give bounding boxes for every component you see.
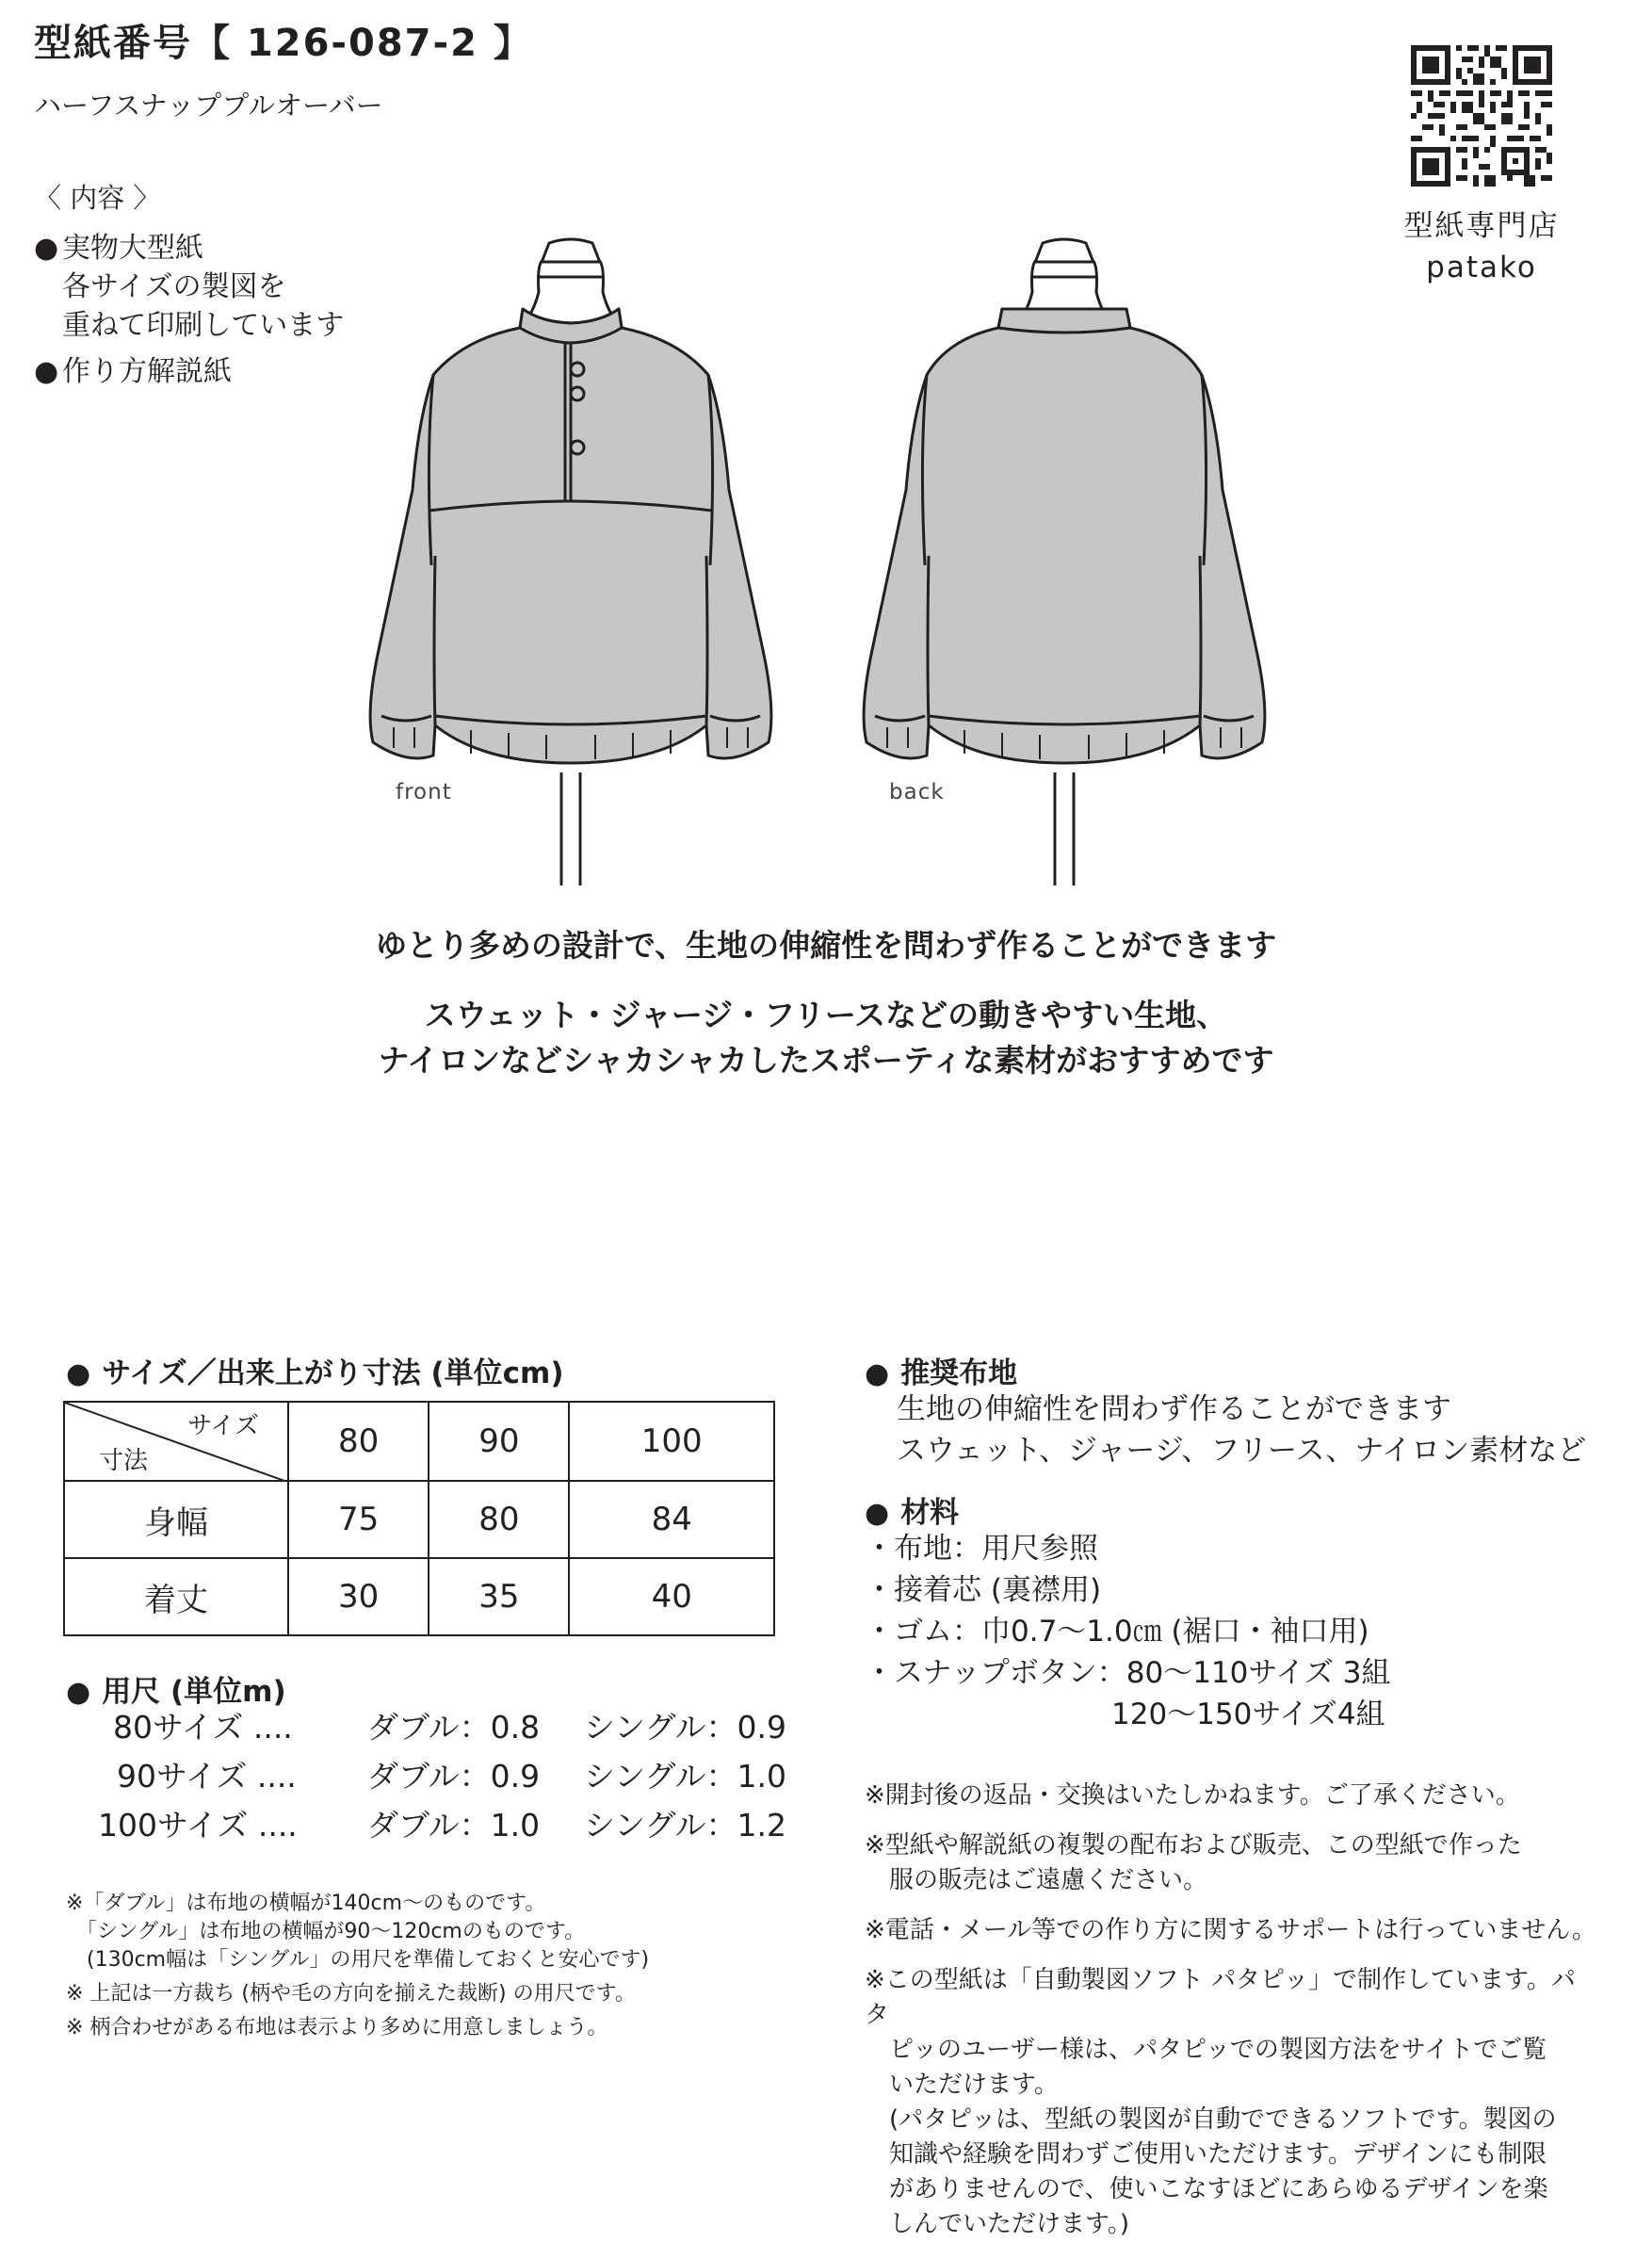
yardage-row — [117, 1752, 786, 1801]
notice-line: ピッのユーザー様は、パタピッでの製図方法をサイトでご覧 — [865, 2036, 1547, 2064]
fabric-line: 生地の伸縮性を問わず作ることができます — [897, 1392, 1451, 1426]
yardage-single: シングル：0.9 — [584, 1709, 787, 1746]
yardage-size: 90サイズ .... — [117, 1758, 297, 1795]
pattern-number-title: 型紙番号【 126-087-2 】 — [34, 22, 533, 65]
bullet-icon: ● — [66, 1357, 91, 1390]
shop-name-line2: patako — [1426, 251, 1537, 284]
yardage-row — [113, 1703, 786, 1752]
notice-line: ※型紙や解説紙の複製の配布および販売、この型紙で作った — [865, 1831, 1522, 1860]
contents-line: 重ねて印刷しています — [62, 309, 345, 342]
size-table-heading — [66, 1349, 564, 1391]
yardage-row — [98, 1801, 786, 1850]
table-cell: 40 — [569, 1558, 774, 1635]
bullet-icon: ● — [34, 232, 59, 265]
material-item: ・布地：用尺参照 — [865, 1532, 1098, 1566]
notice-line: ※電話・メール等での作り方に関するサポートは行っていません。 — [865, 1916, 1596, 1944]
yardage-heading-text: 用尺 (単位m) — [102, 1675, 286, 1709]
shop-name-line1: 型紙専門店 — [1403, 209, 1560, 243]
yardage-size: 80サイズ .... — [113, 1709, 293, 1746]
material-item: 120～150サイズ4組 — [1111, 1698, 1385, 1731]
yardage-notes — [66, 1890, 649, 2042]
notice-support — [865, 1913, 1599, 1948]
yardage-double: ダブル：0.9 — [367, 1758, 541, 1795]
shop-name — [1356, 205, 1607, 288]
front-label: front — [396, 780, 452, 804]
note-line: ※ 上記は一方裁ち (柄や毛の方向を揃えた裁断) の用尺です。 — [66, 1982, 636, 2006]
contents-item-pattern — [34, 229, 344, 345]
table-cell: 35 — [429, 1558, 569, 1635]
contents-heading: 〈 内容 〉 — [34, 182, 161, 214]
size-header-cell: 100 — [569, 1402, 774, 1481]
tagline-line2: スウェット・ジャージ・フリースなどの動きやすい生地、 — [424, 997, 1228, 1033]
table-row — [64, 1558, 774, 1635]
yardage-double: ダブル：0.8 — [367, 1709, 541, 1746]
contents-line: 作り方解説紙 — [62, 355, 232, 388]
corner-label-size: サイズ — [187, 1412, 259, 1440]
contents-line: 実物大型紙 — [62, 232, 203, 265]
tagline-line3: ナイロンなどシャカシャカしたスポーティな素材がおすすめです — [378, 1042, 1274, 1079]
table-cell: 84 — [569, 1481, 774, 1558]
note-line: (130cm幅は「シングル」の用尺を準備しておくと安心です) — [66, 1948, 650, 1972]
material-item: ・ゴム：巾0.7～1.0㎝ (裾口・袖口用) — [865, 1615, 1369, 1649]
material-item: ・スナップボタン：80～110サイズ 3組 — [865, 1656, 1391, 1690]
notices — [865, 1779, 1599, 2242]
qr-code-icon[interactable] — [1411, 45, 1552, 187]
table-row — [64, 1481, 774, 1558]
size-table — [63, 1401, 775, 1636]
bullet-icon: ● — [66, 1676, 91, 1709]
bullet-icon: ● — [865, 1497, 890, 1530]
notice-line: ※この型紙は「自動製図ソフト パタピッ」で制作しています。パタ — [865, 1966, 1576, 2029]
table-cell: 80 — [429, 1481, 569, 1558]
contents-line: 各サイズの製図を — [62, 270, 286, 303]
size-header-cell: 90 — [429, 1402, 569, 1481]
table-cell: 30 — [288, 1558, 429, 1635]
size-header-cell: 80 — [288, 1402, 429, 1481]
notice-line: いただけます。 — [865, 2071, 1059, 2099]
back-label: back — [889, 780, 945, 804]
fabric-line: スウェット、ジャージ、フリース、ナイロン素材など — [897, 1434, 1587, 1468]
row-label: 着丈 — [64, 1558, 288, 1635]
notice-line: 服の販売はご遠慮ください。 — [865, 1866, 1208, 1894]
table-cell: 75 — [288, 1481, 429, 1558]
note-line: ※「ダブル」は布地の横幅が140cm～のものです。 — [66, 1892, 546, 1915]
notice-software — [865, 1963, 1599, 2242]
fabric-heading — [865, 1349, 1017, 1391]
tagline-line1: ゆとり多めの設計で、生地の伸縮性を問わず作ることができます — [375, 927, 1277, 964]
bullet-icon: ● — [865, 1357, 890, 1390]
notice-line: がありませんので、使いこなすほどにあらゆるデザインを楽 — [865, 2175, 1548, 2203]
notice-line: (パタピッは、型紙の製図が自動でできるソフトです。製図の — [865, 2105, 1557, 2134]
material-item: ・接着芯 (裏襟用) — [865, 1573, 1102, 1607]
note-line: ※ 柄合わせがある布地は表示より多めに用意しましょう。 — [66, 2016, 608, 2039]
notice-returns — [865, 1779, 1599, 1813]
product-name: ハーフスナッププルオーバー — [34, 89, 383, 122]
fabric-heading-text: 推奨布地 — [900, 1357, 1018, 1390]
yardage-single: シングル：1.0 — [584, 1758, 787, 1795]
yardage-double: ダブル：1.0 — [367, 1807, 541, 1844]
row-label: 身幅 — [64, 1481, 288, 1558]
materials-heading — [865, 1488, 959, 1531]
notice-line: しんでいただけます。) — [865, 2210, 1130, 2238]
note-line: 「シングル」は布地の横幅が90～120cmのものです。 — [66, 1920, 586, 1943]
notice-line: 知識や経験を問わずご使用いただけます。デザインにも制限 — [865, 2140, 1547, 2169]
fabric-description — [897, 1389, 1586, 1471]
contents-list — [34, 229, 344, 391]
yardage-size: 100サイズ .... — [98, 1807, 298, 1844]
notice-copyright — [865, 1828, 1599, 1898]
corner-label-measure: 寸法 — [99, 1447, 149, 1475]
contents-item-instructions — [34, 352, 344, 391]
bullet-icon: ● — [34, 355, 59, 388]
notice-line: ※開封後の返品・交換はいたしかねます。ご了承ください。 — [865, 1781, 1520, 1810]
size-table-heading-text: サイズ／出来上がり寸法 (単位cm) — [102, 1357, 564, 1390]
yardage-single: シングル：1.2 — [584, 1807, 787, 1844]
materials-list — [865, 1528, 1390, 1735]
size-table-corner — [64, 1402, 288, 1481]
materials-heading-text: 材料 — [900, 1496, 960, 1530]
